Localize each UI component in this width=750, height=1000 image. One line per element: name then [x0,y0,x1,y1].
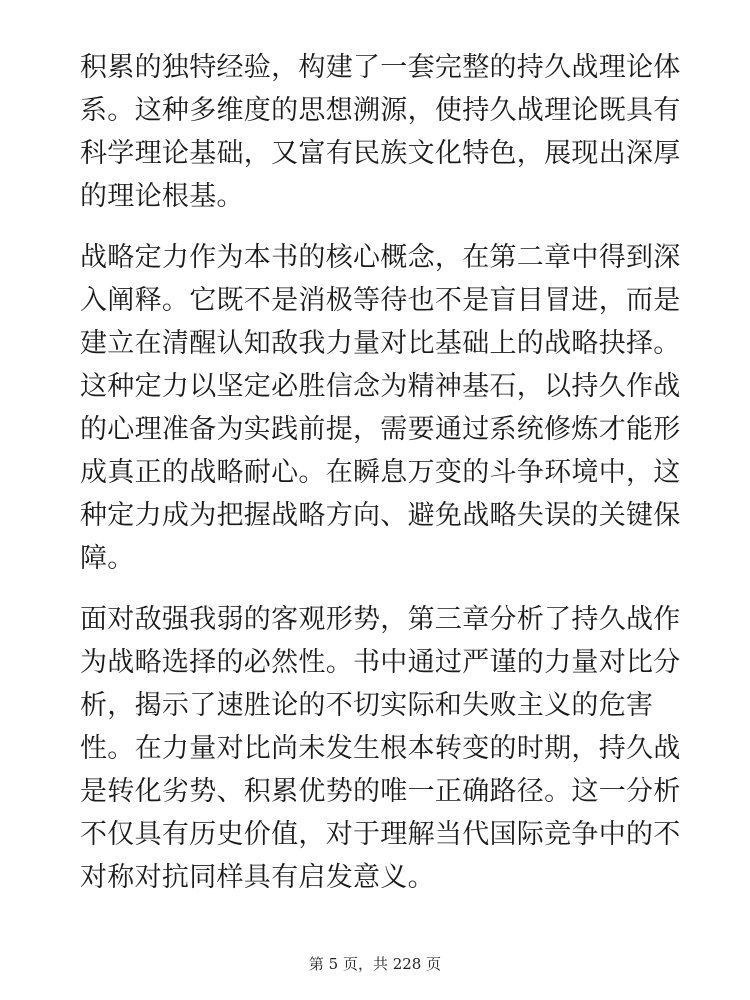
paragraph-3 [80,598,680,899]
text-line: 障。 [80,543,135,574]
text-line: 为战略选择的必然性。书中通过严谨的力量对比分 [80,647,681,678]
text-line: 对称对抗同样具有启发意义。 [80,862,435,893]
text-line: 面对敌强我弱的客观形势，第三章分析了持久战作 [80,604,681,635]
page-number: 第 5 页，共 228 页 [308,955,442,973]
text-line: 战略定力作为本书的核心概念，在第二章中得到深 [80,242,681,273]
text-line: 的理论根基。 [80,181,244,212]
text-line: 入阐释。它既不是消极等待也不是盲目冒进，而是 [80,285,681,316]
text-line: 成真正的战略耐心。在瞬息万变的斗争环境中，这 [80,457,681,488]
text-line: 是转化劣势、积累优势的唯一正确路径。这一分析 [80,776,681,807]
text-line: 科学理论基础，又富有民族文化特色，展现出深厚 [80,138,681,169]
text-line: 的心理准备为实践前提，需要通过系统修炼才能形 [80,414,681,445]
text-line: 不仅具有历史价值，对于理解当代国际竞争中的不 [80,819,681,850]
text-line: 建立在清醒认知敌我力量对比基础上的战略抉择。 [80,328,681,359]
paragraph-2 [80,236,680,580]
text-line: 系。这种多维度的思想溯源，使持久战理论既具有 [80,95,681,126]
body-text [80,46,680,917]
text-line: 析，揭示了速胜论的不切实际和失败主义的危害 [80,690,654,721]
text-line: 种定力成为把握战略方向、避免战略失误的关键保 [80,500,681,531]
text-line: 性。在力量对比尚未发生根本转变的时期，持久战 [80,733,681,764]
text-line: 这种定力以坚定必胜信念为精神基石，以持久作战 [80,371,681,402]
paragraph-1 [80,46,680,218]
text-line: 积累的独特经验，构建了一套完整的持久战理论体 [80,52,681,83]
